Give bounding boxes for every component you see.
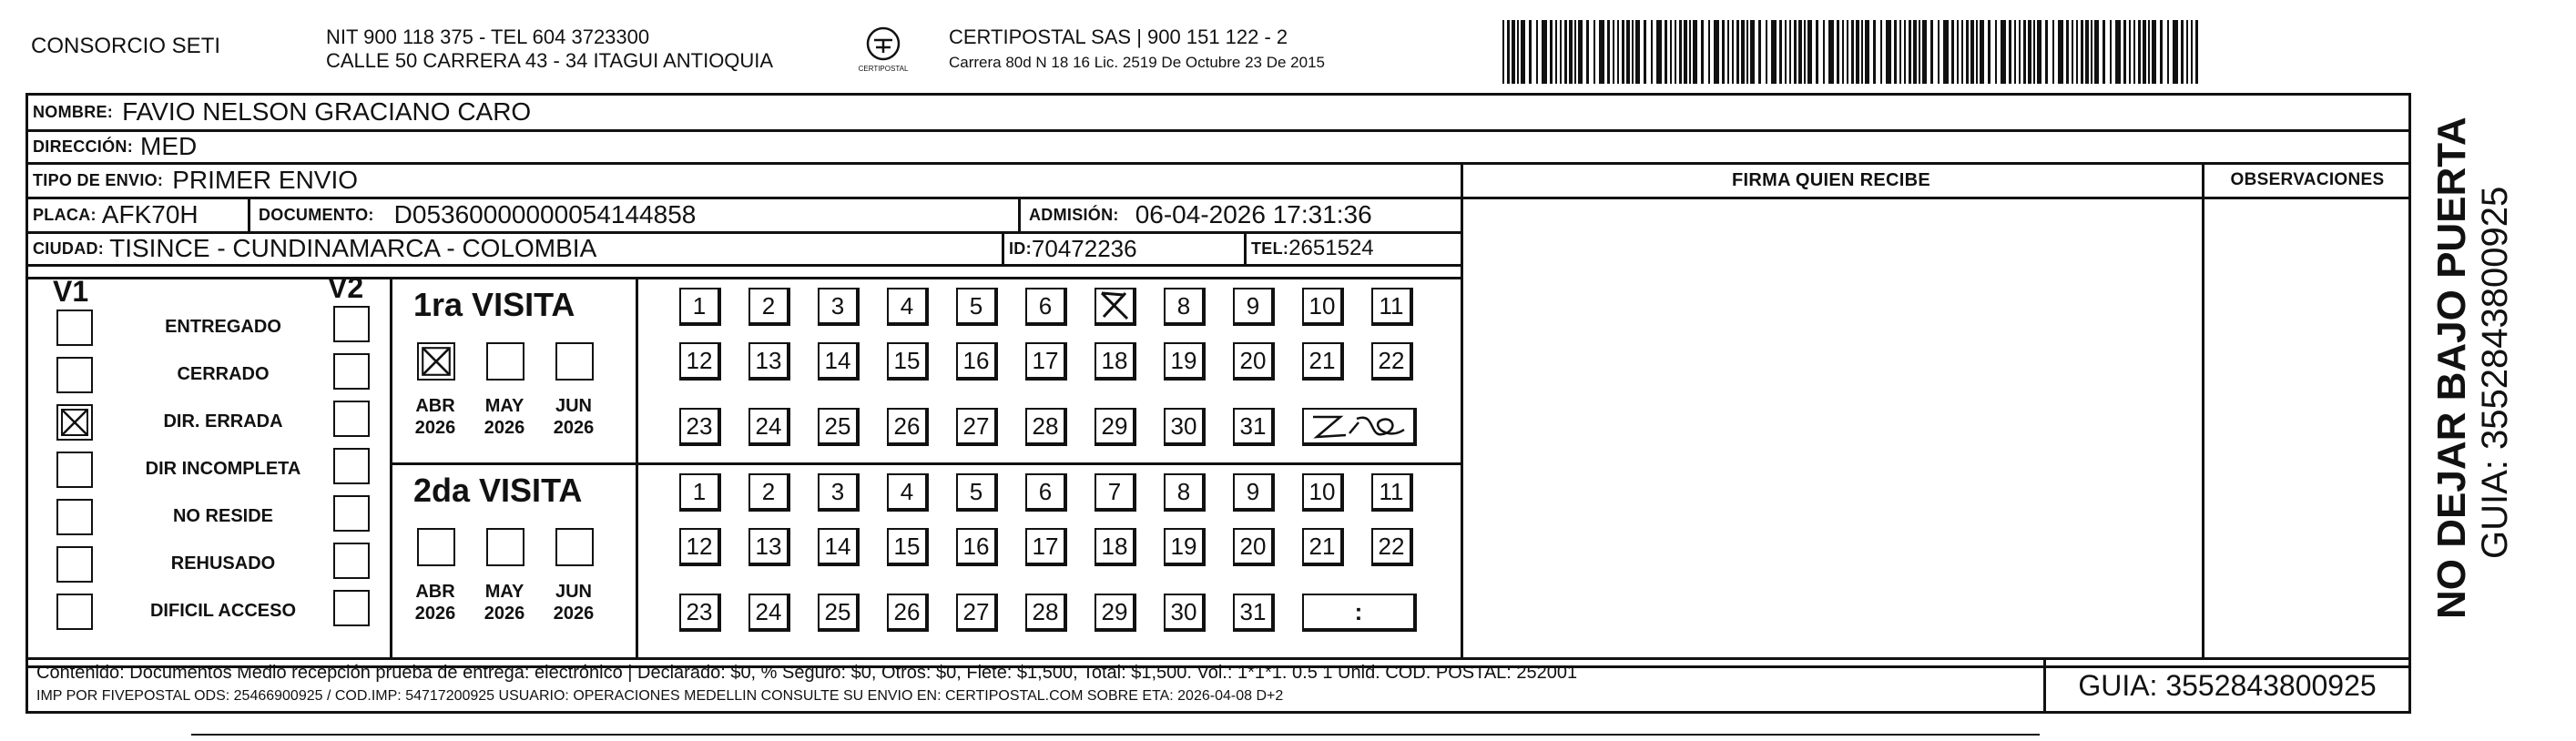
id-value: 70472236 bbox=[1031, 234, 1137, 262]
tipo-envio-label: TIPO DE ENVIO: bbox=[33, 170, 164, 189]
month-label: ABR 2026 bbox=[414, 582, 456, 624]
day-box[interactable]: 17 bbox=[1025, 528, 1067, 566]
day-box[interactable]: 18 bbox=[1095, 342, 1136, 381]
firma-label: FIRMA QUIEN RECIBE bbox=[1732, 169, 1930, 190]
day-box[interactable]: 26 bbox=[887, 408, 929, 446]
day-box[interactable]: 19 bbox=[1164, 528, 1206, 566]
status-label: REHUSADO bbox=[170, 553, 276, 574]
day-box[interactable]: 29 bbox=[1095, 408, 1136, 446]
day-box[interactable]: 24 bbox=[748, 594, 790, 632]
day-box[interactable]: 30 bbox=[1164, 594, 1206, 632]
month-checkbox[interactable] bbox=[555, 342, 594, 381]
day-box[interactable]: 18 bbox=[1095, 528, 1136, 566]
status-v1-checkbox[interactable] bbox=[56, 546, 93, 583]
certipostal-line: CERTIPOSTAL SAS | 900 151 122 - 2 bbox=[949, 25, 1288, 48]
day-box[interactable]: 22 bbox=[1371, 342, 1413, 381]
day-box[interactable]: 28 bbox=[1025, 594, 1067, 632]
day-box[interactable]: 10 bbox=[1302, 473, 1344, 512]
status-label: NO RESIDE bbox=[172, 506, 274, 526]
status-v2-checkbox[interactable] bbox=[333, 401, 370, 437]
day-box[interactable]: 31 bbox=[1233, 594, 1275, 632]
side-panel bbox=[2411, 0, 2576, 741]
day-box[interactable]: 25 bbox=[818, 408, 860, 446]
day-box[interactable]: 31 bbox=[1233, 408, 1275, 446]
status-v2-checkbox[interactable] bbox=[333, 590, 370, 626]
month-checkbox[interactable] bbox=[417, 528, 455, 566]
day-box[interactable]: 8 bbox=[1164, 288, 1206, 326]
tel-value: 2651524 bbox=[1288, 236, 1374, 260]
month-checkbox[interactable] bbox=[417, 342, 455, 381]
day-box[interactable]: 20 bbox=[1233, 342, 1275, 381]
nit-line: NIT 900 118 375 - TEL 604 3723300 bbox=[326, 25, 650, 48]
day-box[interactable]: 2 bbox=[748, 288, 790, 326]
day-box[interactable]: 9 bbox=[1233, 473, 1275, 512]
day-box[interactable]: 22 bbox=[1371, 528, 1413, 566]
side-guia: GUIA: 3552843800925 bbox=[2475, 186, 2515, 559]
day-box[interactable]: 3 bbox=[818, 473, 860, 512]
x-mark-icon bbox=[419, 344, 453, 379]
status-label: DIFICIL ACCESO bbox=[149, 601, 296, 621]
day-box[interactable]: 27 bbox=[956, 408, 998, 446]
imp-line: IMP POR FIVEPOSTAL ODS: 25466900925 / COD.IMP: 54717200925 USUARIO: OPERACIONES MEDELLIN CONSULTE SU ENVIO EN: CERTIPOSTAL.COM SOBRE ETA: 2026-04-08 D+2 bbox=[36, 688, 1284, 704]
day-box[interactable]: 5 bbox=[956, 473, 998, 512]
time-box[interactable]: : bbox=[1302, 594, 1417, 632]
day-box[interactable]: 23 bbox=[679, 594, 721, 632]
day-box[interactable]: 21 bbox=[1302, 342, 1344, 381]
placa-value: AFK70H bbox=[101, 200, 199, 228]
time-box[interactable] bbox=[1302, 408, 1417, 446]
day-box[interactable]: 12 bbox=[679, 342, 721, 381]
day-box[interactable]: 21 bbox=[1302, 528, 1344, 566]
day-box[interactable]: 12 bbox=[679, 528, 721, 566]
day-box[interactable]: 16 bbox=[956, 528, 998, 566]
day-box[interactable]: 13 bbox=[748, 528, 790, 566]
handwritten-x-icon bbox=[1096, 289, 1133, 322]
status-v1-checkbox[interactable] bbox=[56, 594, 93, 630]
day-box[interactable]: 14 bbox=[818, 342, 860, 381]
day-box[interactable]: 26 bbox=[887, 594, 929, 632]
day-box[interactable]: 23 bbox=[679, 408, 721, 446]
svg-text:CERTIPOSTAL: CERTIPOSTAL bbox=[858, 65, 909, 73]
day-box[interactable]: 15 bbox=[887, 342, 929, 381]
day-box[interactable]: 6 bbox=[1025, 288, 1067, 326]
status-v1-checkbox[interactable] bbox=[56, 499, 93, 535]
day-box[interactable]: 13 bbox=[748, 342, 790, 381]
day-box[interactable]: 14 bbox=[818, 528, 860, 566]
month-label: JUN 2026 bbox=[553, 582, 595, 624]
month-label: MAY 2026 bbox=[484, 396, 525, 438]
footer-frame bbox=[25, 657, 2411, 714]
month-label: JUN 2026 bbox=[553, 396, 595, 438]
nombre-label: NOMBRE: bbox=[33, 102, 114, 121]
status-v1-checkbox[interactable] bbox=[56, 404, 93, 441]
direccion-label: DIRECCIÓN: bbox=[33, 137, 133, 156]
visit-title: 1ra VISITA bbox=[413, 286, 575, 323]
certipostal-logo-icon bbox=[856, 24, 911, 78]
day-box[interactable]: 8 bbox=[1164, 473, 1206, 512]
x-mark-icon bbox=[58, 406, 91, 439]
ciudad-value: TISINCE - CUNDINAMARCA - COLOMBIA bbox=[109, 234, 597, 262]
day-box[interactable]: 11 bbox=[1371, 473, 1413, 512]
v2-label: V2 bbox=[328, 271, 364, 304]
status-label: DIR. ERRADA bbox=[163, 411, 283, 431]
id-label: ID: bbox=[1009, 239, 1032, 258]
month-label: ABR 2026 bbox=[414, 396, 456, 438]
documento-value: D05360000000054144858 bbox=[393, 200, 697, 228]
status-v1-checkbox[interactable] bbox=[56, 452, 93, 488]
nombre-value: FAVIO NELSON GRACIANO CARO bbox=[122, 97, 532, 126]
day-box[interactable]: 4 bbox=[887, 288, 929, 326]
side-warning: NO DEJAR BAJO PUERTA bbox=[2429, 117, 2474, 619]
status-v2-checkbox[interactable] bbox=[333, 306, 370, 342]
day-box[interactable]: 11 bbox=[1371, 288, 1413, 326]
day-box[interactable]: 5 bbox=[956, 288, 998, 326]
address-line: CALLE 50 CARRERA 43 - 34 ITAGUI ANTIOQUIA bbox=[326, 49, 774, 72]
ciudad-label: CIUDAD: bbox=[33, 239, 105, 258]
day-box[interactable]: 24 bbox=[748, 408, 790, 446]
status-label: DIR INCOMPLETA bbox=[145, 459, 301, 479]
month-label: MAY 2026 bbox=[484, 582, 525, 624]
day-box[interactable]: 10 bbox=[1302, 288, 1344, 326]
day-box[interactable]: 30 bbox=[1164, 408, 1206, 446]
day-box[interactable] bbox=[1095, 288, 1136, 326]
contenido-line: Contenido: Documentos Medio recepción prueba de entrega: electrónico | Declarado: $0, % Seguro: $0, Otros: $0, Flete: $1,500, Total: $1,500. Vol.: 1*1*1. 0.5 1 Unid. COD. POSTAL: 252001 bbox=[36, 663, 1578, 683]
day-box[interactable]: 7 bbox=[1095, 473, 1136, 512]
day-box[interactable]: 28 bbox=[1025, 408, 1067, 446]
day-box[interactable]: 1 bbox=[679, 473, 721, 512]
day-box[interactable]: 6 bbox=[1025, 473, 1067, 512]
month-checkbox[interactable] bbox=[486, 528, 524, 566]
day-box[interactable]: 1 bbox=[679, 288, 721, 326]
footer-guia: GUIA: 3552843800925 bbox=[2078, 668, 2377, 702]
handwritten-signature-icon bbox=[1304, 410, 1413, 442]
company-name: CONSORCIO SETI bbox=[31, 34, 221, 58]
status-v2-checkbox[interactable] bbox=[333, 543, 370, 579]
tipo-envio-value: PRIMER ENVIO bbox=[172, 166, 359, 194]
admision-value: 06-04-2026 17:31:36 bbox=[1135, 200, 1372, 228]
day-box[interactable]: 3 bbox=[818, 288, 860, 326]
barcode-icon bbox=[1501, 20, 2202, 84]
day-box[interactable]: 19 bbox=[1164, 342, 1206, 381]
day-box[interactable]: 27 bbox=[956, 594, 998, 632]
placa-label: PLACA: bbox=[33, 205, 97, 224]
v1-label: V1 bbox=[53, 275, 89, 308]
status-v1-checkbox[interactable] bbox=[56, 310, 93, 346]
observaciones-label: OBSERVACIONES bbox=[2230, 170, 2385, 189]
day-box[interactable]: 15 bbox=[887, 528, 929, 566]
day-box[interactable]: 16 bbox=[956, 342, 998, 381]
barcode bbox=[1501, 20, 2202, 84]
day-box[interactable]: 25 bbox=[818, 594, 860, 632]
day-box[interactable]: 29 bbox=[1095, 594, 1136, 632]
admision-label: ADMISIÓN: bbox=[1029, 205, 1119, 224]
status-label: ENTREGADO bbox=[165, 317, 281, 337]
day-box[interactable]: 2 bbox=[748, 473, 790, 512]
status-label: CERRADO bbox=[177, 364, 270, 384]
documento-label: DOCUMENTO: bbox=[259, 205, 374, 224]
visit-title: 2da VISITA bbox=[413, 472, 583, 509]
day-box[interactable]: 20 bbox=[1233, 528, 1275, 566]
status-v2-checkbox[interactable] bbox=[333, 495, 370, 532]
direccion-value: MED bbox=[140, 132, 198, 160]
license-line: Carrera 80d N 18 16 Lic. 2519 De Octubre 23 De 2015 bbox=[949, 54, 1325, 71]
day-box[interactable]: 4 bbox=[887, 473, 929, 512]
month-checkbox[interactable] bbox=[555, 528, 594, 566]
day-box[interactable]: 9 bbox=[1233, 288, 1275, 326]
status-v1-checkbox[interactable] bbox=[56, 357, 93, 393]
month-checkbox[interactable] bbox=[486, 342, 524, 381]
status-v2-checkbox[interactable] bbox=[333, 353, 370, 390]
tel-label: TEL: bbox=[1251, 239, 1289, 258]
day-box[interactable]: 17 bbox=[1025, 342, 1067, 381]
certipostal-logo bbox=[856, 24, 911, 78]
status-v2-checkbox[interactable] bbox=[333, 448, 370, 484]
